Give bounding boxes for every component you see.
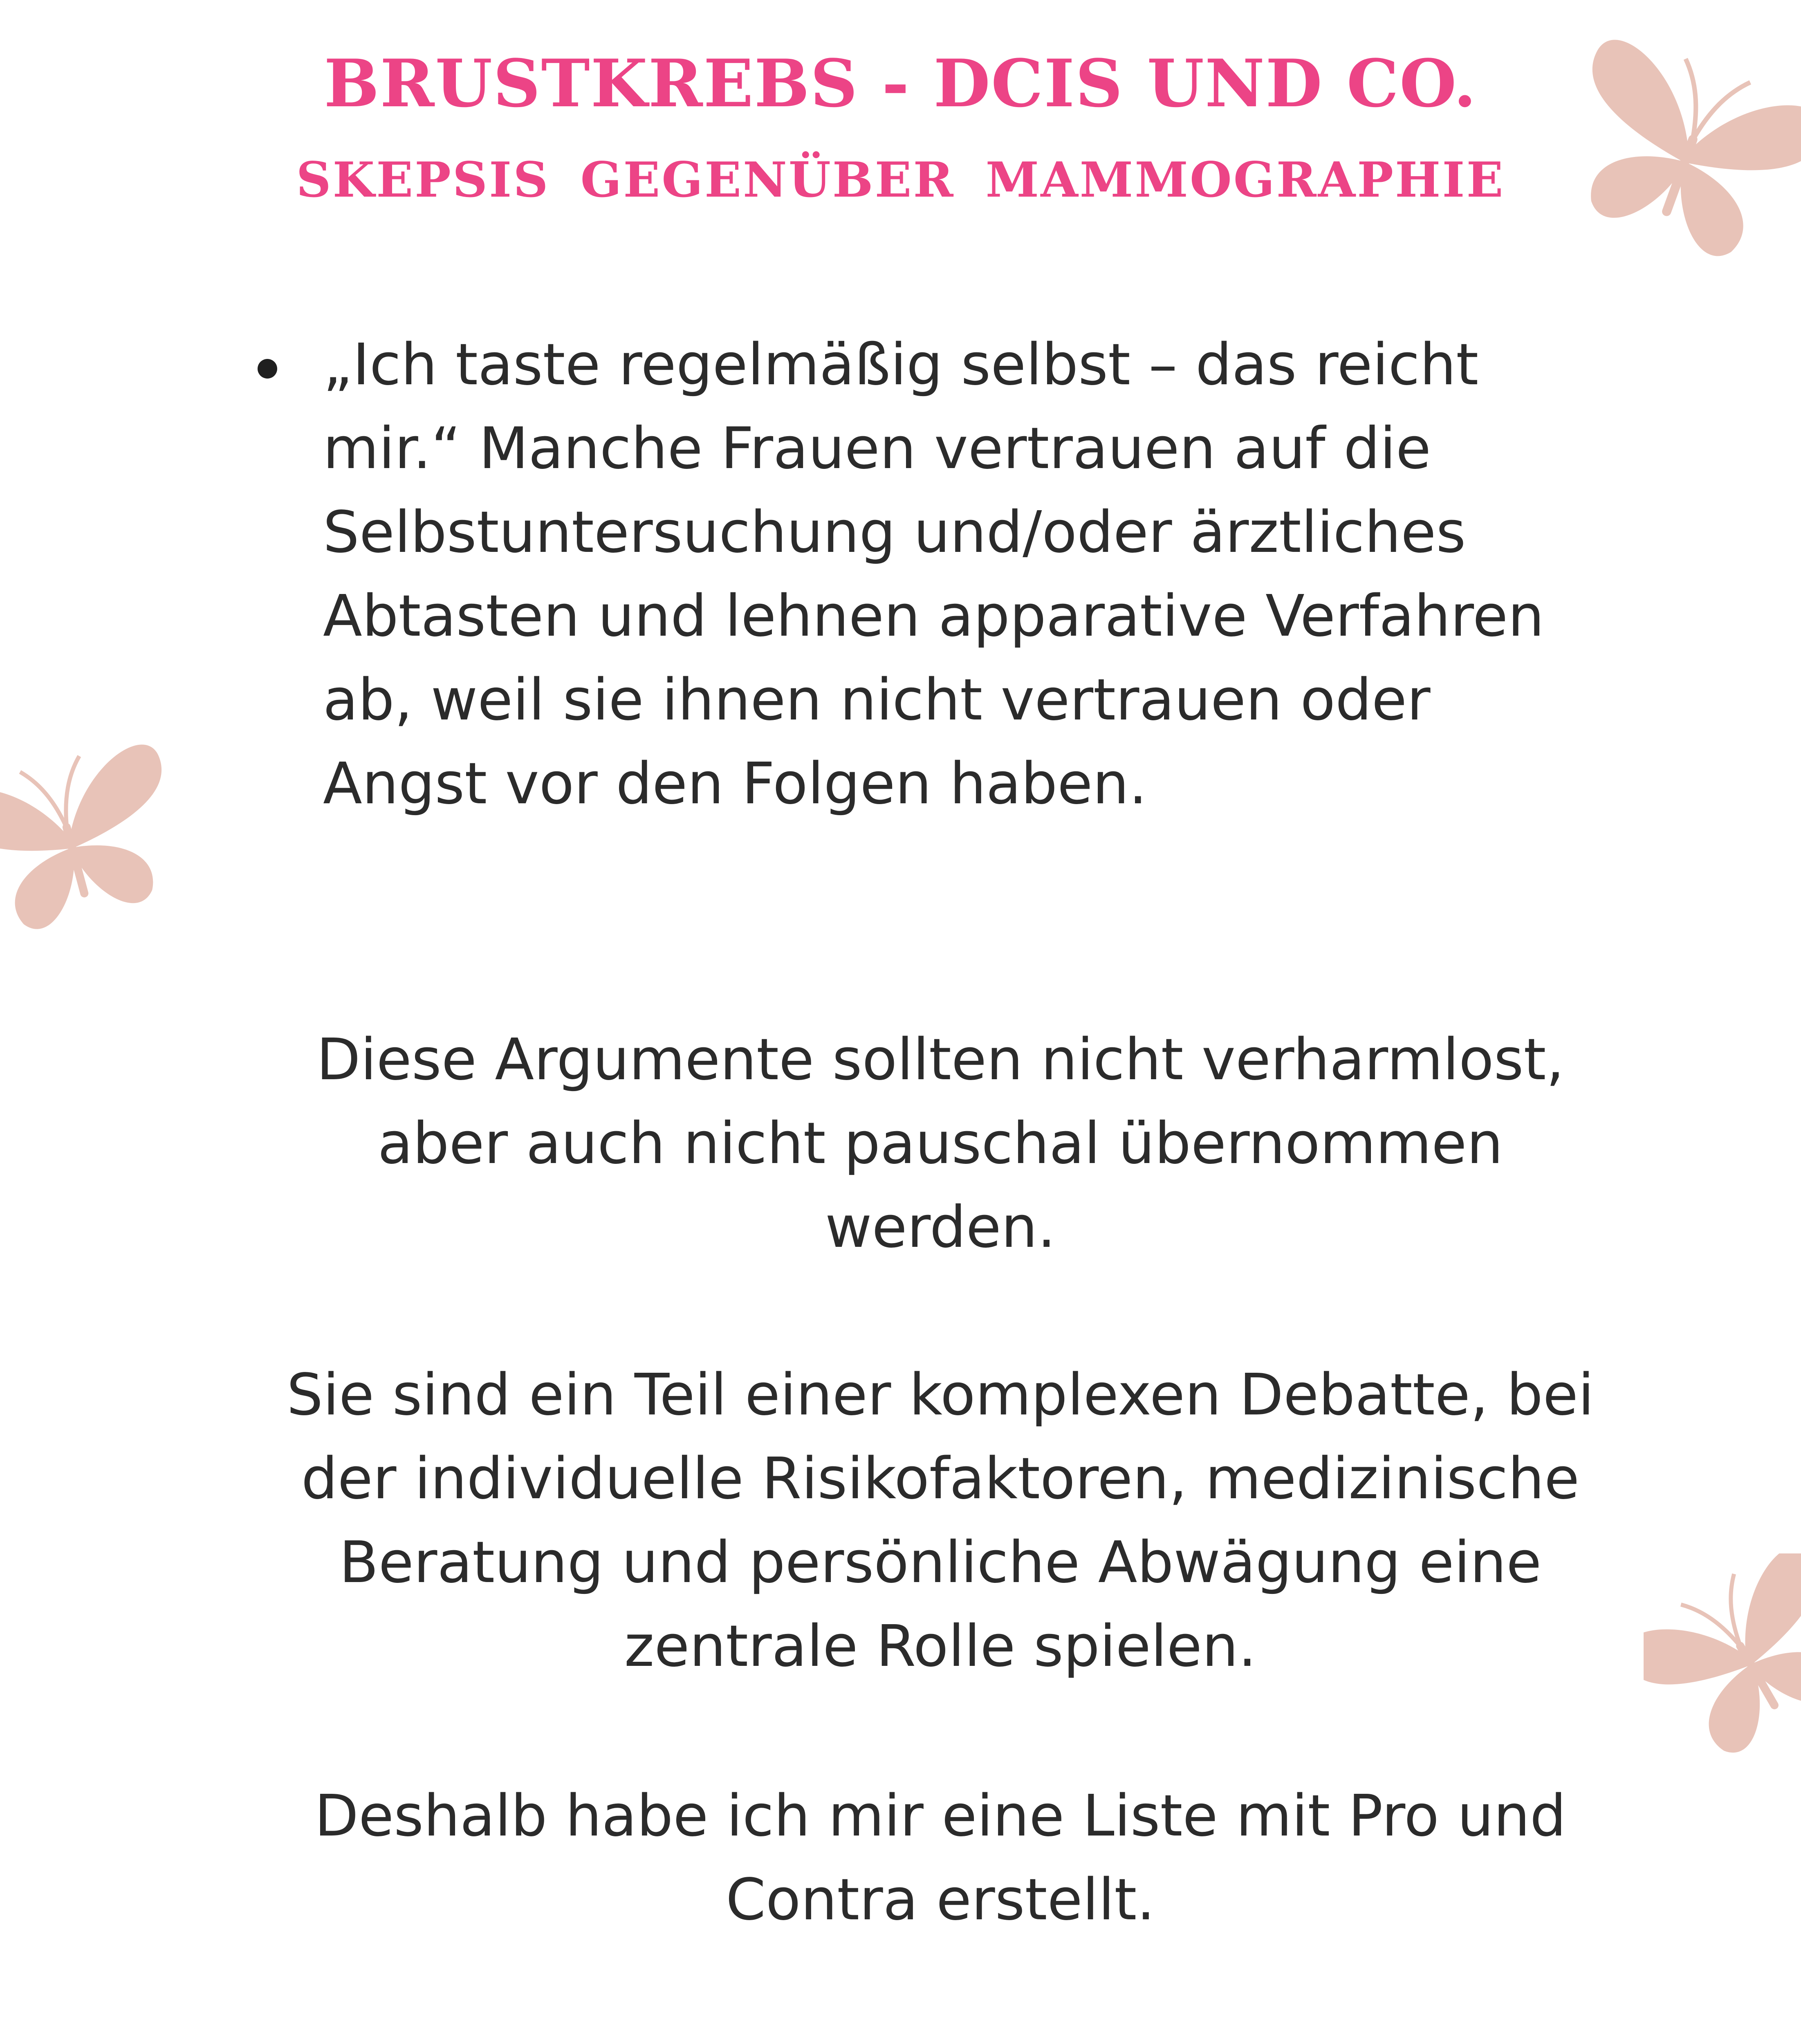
text-line: Deshalb habe ich mir eine Liste mit Pro und: [314, 1783, 1566, 1849]
page-subtitle: SKEPSIS GEGENÜBER MAMMOGRAPHIE: [296, 151, 1505, 208]
text-line: Sie sind ein Teil einer komplexen Debatte, bei: [287, 1362, 1594, 1428]
butterfly-icon: [0, 736, 172, 940]
list-item: [258, 323, 1648, 826]
text-line: Contra erstellt.: [726, 1867, 1155, 1933]
paragraph: [245, 1353, 1635, 1688]
bullet-dot-icon: [258, 359, 277, 379]
text-line: zentrale Rolle spielen.: [624, 1613, 1257, 1680]
text-line: werden.: [825, 1194, 1056, 1261]
text-line: Angst vor den Folgen haben.: [323, 751, 1147, 817]
paragraph: [245, 1774, 1635, 1942]
pink-ribbon-logo-icon: [756, 2040, 1083, 2044]
text-line: Diese Argumente sollten nicht verharmlost,: [316, 1026, 1564, 1093]
butterfly-icon: [1574, 25, 1801, 278]
paragraph: [245, 1018, 1635, 1269]
text-line: Selbstuntersuchung und/oder ärztliches: [323, 499, 1466, 566]
text-line: Beratung und persönliche Abwägung eine: [339, 1529, 1542, 1596]
text-line: „Ich taste regelmäßig selbst – das reicht: [323, 332, 1479, 398]
text-line: ab, weil sie ihnen nicht vertrauen oder: [323, 667, 1431, 733]
text-line: aber auch nicht pauschal übernommen: [377, 1110, 1503, 1177]
text-line: mir.“ Manche Frauen vertrauen auf die: [323, 415, 1431, 482]
bullet-list: [258, 323, 1648, 826]
page-title: BRUSTKREBS - DCIS UND CO.: [324, 45, 1477, 122]
text-line: Abtasten und lehnen apparative Verfahren: [323, 583, 1544, 650]
text-line: der individuelle Risikofaktoren, medizinische: [301, 1446, 1580, 1512]
butterfly-icon: [1644, 1553, 1801, 1758]
